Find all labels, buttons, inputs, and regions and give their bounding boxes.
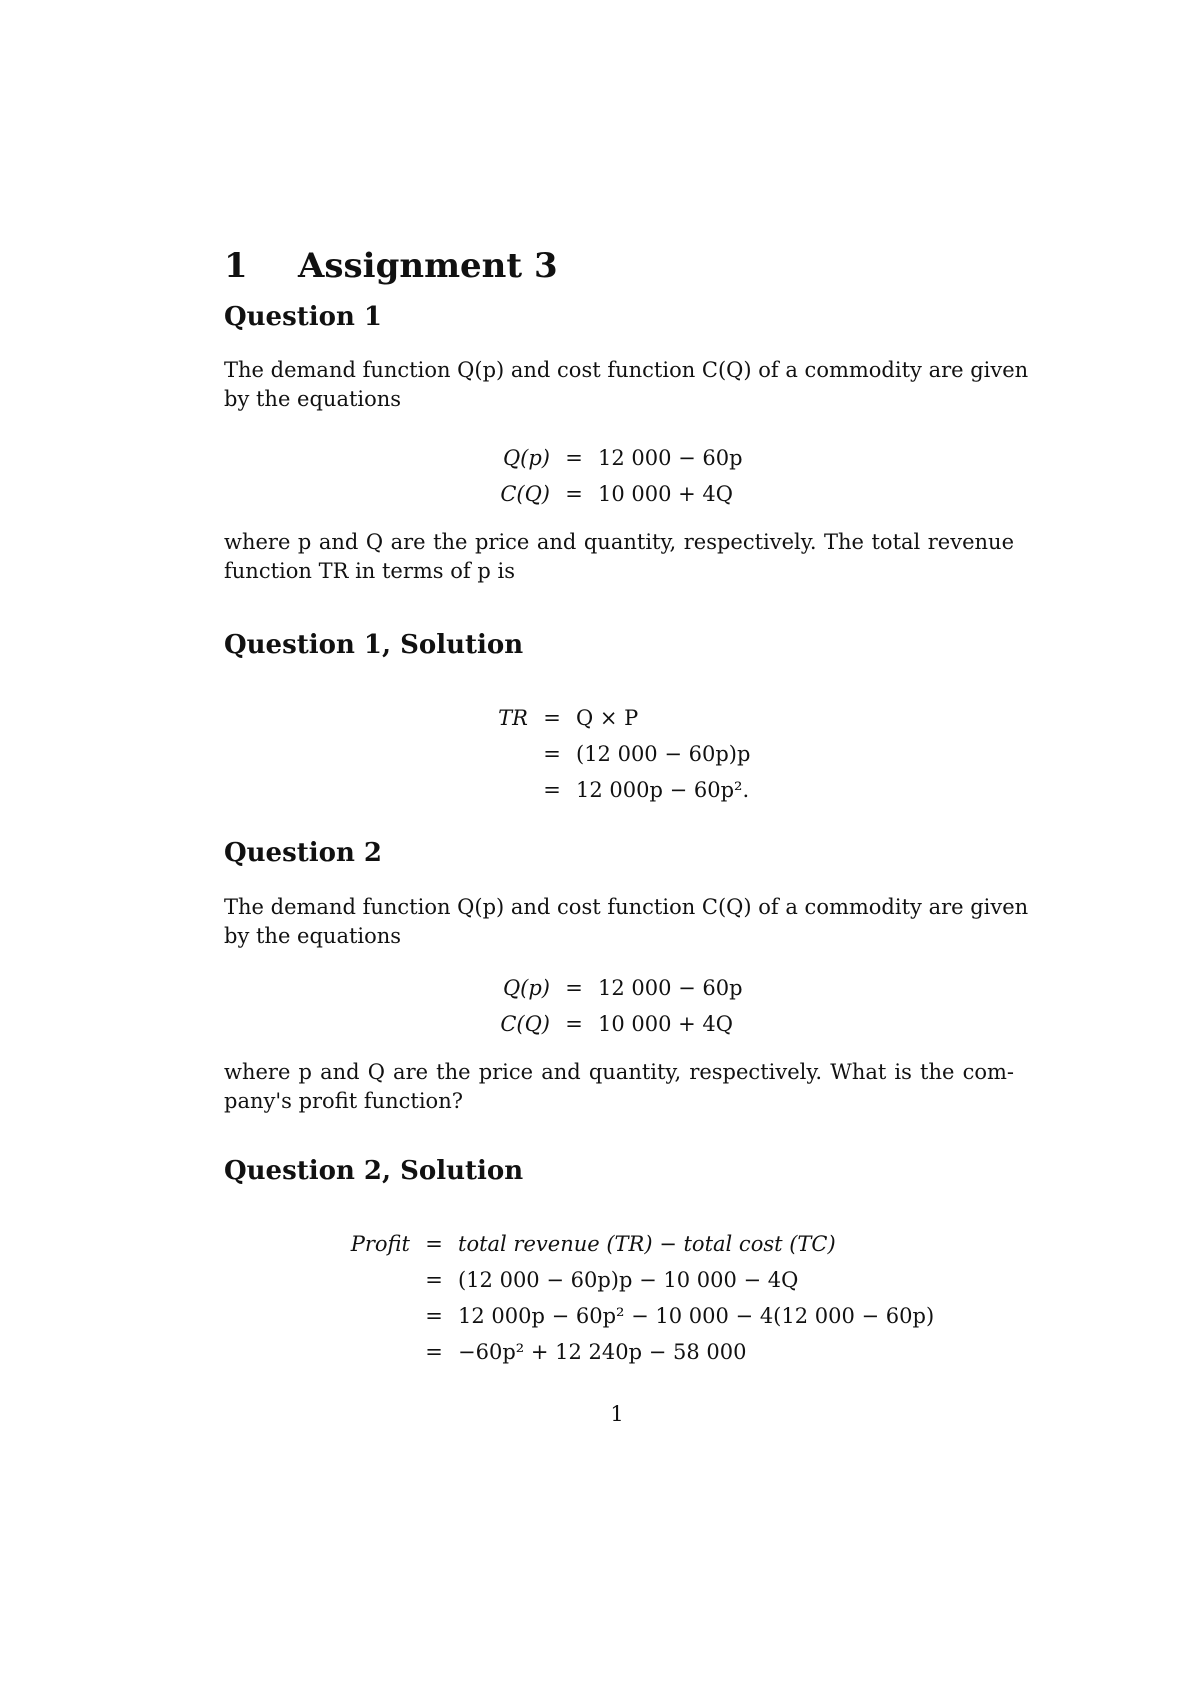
section-title: [224, 246, 558, 286]
solution-1-row-1: [480, 700, 750, 736]
question-2-outro-line-2: pany's profit function?: [224, 1089, 463, 1113]
question-1-heading: Question 1: [224, 302, 383, 332]
solution-2-row-4: [320, 1334, 934, 1370]
question-1-solution-equations: [480, 700, 750, 808]
question-1-intro-line-1: The demand function Q(p) and cost function C(Q) of a commodity are given: [224, 358, 1029, 382]
question-2-solution-heading: Question 2, Solution: [224, 1156, 524, 1186]
equation-lhs: Q(p): [502, 976, 550, 1000]
solution-2-row-1: [320, 1226, 934, 1262]
question-2-intro-line-1: The demand function Q(p) and cost function C(Q) of a commodity are given: [224, 895, 1029, 919]
equals-sign: =: [425, 1268, 443, 1292]
question-1-outro-line-2: function TR in terms of p is: [224, 559, 515, 583]
equals-sign: =: [565, 446, 583, 470]
equation-rhs: 12 000 − 60p: [598, 976, 743, 1000]
equation-rhs: (12 000 − 60p)p − 10 000 − 4Q: [458, 1268, 799, 1292]
question-2-solution-equations: [320, 1226, 934, 1370]
equals-sign: =: [565, 976, 583, 1000]
equals-sign: =: [543, 742, 561, 766]
section-number: 1: [224, 246, 248, 286]
question-2-outro: [224, 1058, 1014, 1116]
equation-rhs: −60p² + 12 240p − 58 000: [458, 1340, 747, 1364]
equals-sign: =: [425, 1232, 443, 1256]
question-1-equation-2: [490, 476, 743, 512]
equation-rhs: 12 000p − 60p².: [576, 778, 750, 802]
equals-sign: =: [543, 778, 561, 802]
equation-rhs: (12 000 − 60p)p: [576, 742, 751, 766]
question-1-intro-line-2: by the equations: [224, 387, 402, 411]
section-title-text: Assignment 3: [298, 246, 558, 286]
question-2-heading: Question 2: [224, 838, 383, 868]
page-number: 1: [610, 1402, 624, 1426]
question-1-outro-line-1: where p and Q are the price and quantity, respectively. The total revenue: [224, 530, 1014, 554]
equation-rhs: 12 000p − 60p² − 10 000 − 4(12 000 − 60p): [458, 1304, 935, 1328]
question-2-equation-1: [490, 970, 743, 1006]
equals-sign: =: [425, 1304, 443, 1328]
equation-lhs: TR: [498, 706, 528, 730]
equals-sign: =: [565, 1012, 583, 1036]
equation-rhs: 10 000 + 4Q: [598, 1012, 734, 1036]
question-2-equation-2: [490, 1006, 743, 1042]
question-1-solution-heading: Question 1, Solution: [224, 630, 524, 660]
equation-lhs: C(Q): [500, 482, 550, 506]
equation-rhs: 12 000 − 60p: [598, 446, 743, 470]
solution-2-row-2: [320, 1262, 934, 1298]
equation-lhs: Q(p): [502, 446, 550, 470]
solution-1-row-3: [480, 772, 750, 808]
equals-sign: =: [543, 706, 561, 730]
question-2-intro: [224, 893, 1029, 951]
equals-sign: =: [565, 482, 583, 506]
question-2-outro-line-1: where p and Q are the price and quantity, respectively. What is the com-: [224, 1060, 1014, 1084]
equals-sign: =: [425, 1340, 443, 1364]
equation-lhs: Profit: [350, 1232, 410, 1256]
question-2-intro-line-2: by the equations: [224, 924, 402, 948]
question-2-equations: [490, 970, 743, 1042]
question-1-equations: [490, 440, 743, 512]
equation-rhs: total revenue (TR) − total cost (TC): [458, 1232, 836, 1256]
equation-rhs: 10 000 + 4Q: [598, 482, 734, 506]
question-1-outro: [224, 528, 1014, 586]
equation-rhs: Q × P: [576, 706, 639, 730]
solution-1-row-2: [480, 736, 750, 772]
equation-lhs: C(Q): [500, 1012, 550, 1036]
question-1-intro: [224, 356, 1029, 414]
solution-2-row-3: [320, 1298, 934, 1334]
question-1-equation-1: [490, 440, 743, 476]
